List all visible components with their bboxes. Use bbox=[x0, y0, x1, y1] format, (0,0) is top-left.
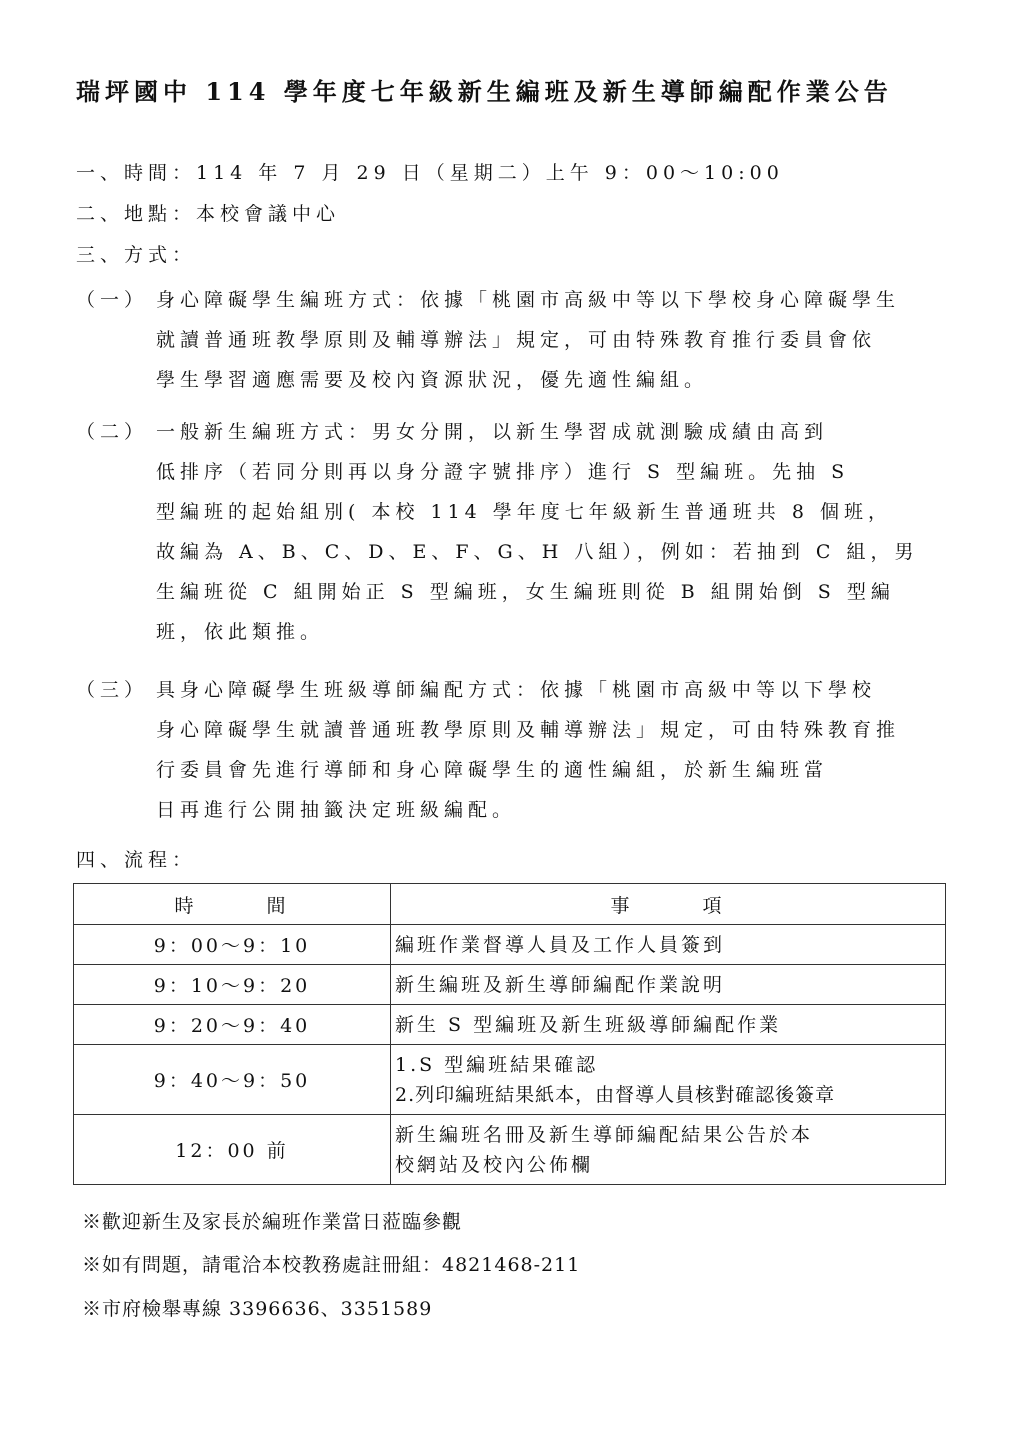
table-row bbox=[74, 1115, 946, 1185]
method-section-2-text: 班，依此類推。 bbox=[156, 621, 325, 643]
method-section-2 bbox=[76, 412, 956, 652]
method-section-1-line bbox=[76, 360, 956, 400]
flow-item-line: 1.S 型編班結果確認 bbox=[395, 1053, 599, 1076]
method-section-2-line bbox=[76, 492, 956, 532]
method-section-2-text: 低排序（若同分則再以身分證字號排序）進行 S 型編班。先抽 S bbox=[156, 461, 850, 483]
flow-col-time-header: 時 間 bbox=[74, 884, 391, 925]
method-section-3-lead: （三） bbox=[76, 679, 149, 701]
flow-item-line: 校網站及校內公佈欄 bbox=[395, 1153, 594, 1176]
method-section-1-text: 身心障礙學生編班方式：依據「桃園市高級中等以下學校身心障礙學生 bbox=[156, 289, 901, 311]
method-section-2-line bbox=[76, 532, 956, 572]
method-section-2-line bbox=[76, 412, 956, 452]
table-row bbox=[74, 965, 946, 1005]
method-section-1-text: 就讀普通班教學原則及輔導辦法」規定，可由特殊教育推行委員會依 bbox=[156, 329, 877, 351]
table-row bbox=[74, 1045, 946, 1115]
flow-item-cell bbox=[391, 965, 946, 1005]
method-section-3-line bbox=[76, 710, 956, 750]
method-section-2-text: 故編為 A、B、C、D、E、F、G、H 八組），例如：若抽到 C 組，男 bbox=[156, 541, 919, 563]
table-row bbox=[74, 1005, 946, 1045]
method-section-3-text: 行委員會先進行導師和身心障礙學生的適性編組，於新生編班當 bbox=[156, 759, 829, 781]
flow-table-header bbox=[74, 884, 946, 925]
flow-table bbox=[73, 883, 946, 1185]
table-row bbox=[74, 925, 946, 965]
flow-time-cell: 9：10～9：20 bbox=[74, 965, 391, 1005]
method-section-2-line bbox=[76, 612, 956, 652]
method-section-3-line bbox=[76, 750, 956, 790]
page-title: 瑞坪國中 114 學年度七年級新生編班及新生導師編配作業公告 bbox=[76, 77, 893, 106]
flow-col-item-header: 事 項 bbox=[391, 884, 946, 925]
method-section-3-line bbox=[76, 790, 956, 830]
method-section-3-text: 身心障礙學生就讀普通班教學原則及輔導辦法」規定，可由特殊教育推 bbox=[156, 719, 901, 741]
item-place: 二、地點：本校會議中心 bbox=[76, 203, 341, 225]
method-section-2-text: 生編班從 C 組開始正 S 型編班，女生編班則從 B 組開始倒 S 型編 bbox=[156, 581, 895, 603]
note-welcome: ※歡迎新生及家長於編班作業當日蒞臨參觀 bbox=[82, 1211, 463, 1233]
item-time: 一、時間：114 年 7 月 29 日（星期二）上午 9：00～10:00 bbox=[76, 162, 784, 184]
flow-heading: 四、流程： bbox=[76, 849, 197, 871]
method-section-2-text: 一般新生編班方式：男女分開，以新生學習成就測驗成績由高到 bbox=[156, 421, 829, 443]
flow-time-cell: 9：40～9：50 bbox=[74, 1045, 391, 1115]
flow-item-cell bbox=[391, 1045, 946, 1115]
flow-item-line: 新生編班名冊及新生導師編配結果公告於本 bbox=[395, 1123, 814, 1146]
method-section-1-line bbox=[76, 280, 956, 320]
item-method: 三、方式： bbox=[76, 244, 197, 266]
method-section-3-text: 日再進行公開抽籤決定班級編配。 bbox=[156, 799, 517, 821]
method-section-1-text: 學生學習適應需要及校內資源狀況，優先適性編組。 bbox=[156, 369, 709, 391]
method-section-3-line bbox=[76, 670, 956, 710]
method-section-2-lead: （二） bbox=[76, 421, 149, 443]
method-section-1-lead: （一） bbox=[76, 289, 149, 311]
method-section-2-line bbox=[76, 452, 956, 492]
flow-time-cell: 9：20～9：40 bbox=[74, 1005, 391, 1045]
flow-time-cell: 9：00～9：10 bbox=[74, 925, 391, 965]
method-section-1-line bbox=[76, 320, 956, 360]
flow-item-line: 新生編班及新生導師編配作業說明 bbox=[395, 973, 726, 996]
flow-item-cell bbox=[391, 925, 946, 965]
method-section-2-line bbox=[76, 572, 956, 612]
flow-time-cell: 12：00 前 bbox=[74, 1115, 391, 1185]
method-section-3 bbox=[76, 670, 956, 830]
method-section-2-text: 型編班的起始組別( 本校 114 學年度七年級新生普通班共 8 個班， bbox=[156, 501, 892, 523]
method-section-3-text: 具身心障礙學生班級導師編配方式：依據「桃園市高級中等以下學校 bbox=[156, 679, 877, 701]
flow-item-cell bbox=[391, 1005, 946, 1045]
flow-item-line: 新生 S 型編班及新生班級導師編配作業 bbox=[395, 1013, 782, 1036]
flow-item-line: 2.列印編班結果紙本，由督導人員核對確認後簽章 bbox=[395, 1083, 836, 1106]
note-contact: ※如有問題，請電洽本校教務處註冊組：4821468-211 bbox=[82, 1254, 581, 1276]
flow-item-cell bbox=[391, 1115, 946, 1185]
method-section-1 bbox=[76, 280, 956, 400]
note-hotline: ※市府檢舉專線 3396636、3351589 bbox=[82, 1298, 433, 1320]
flow-item-line: 編班作業督導人員及工作人員簽到 bbox=[395, 933, 726, 956]
